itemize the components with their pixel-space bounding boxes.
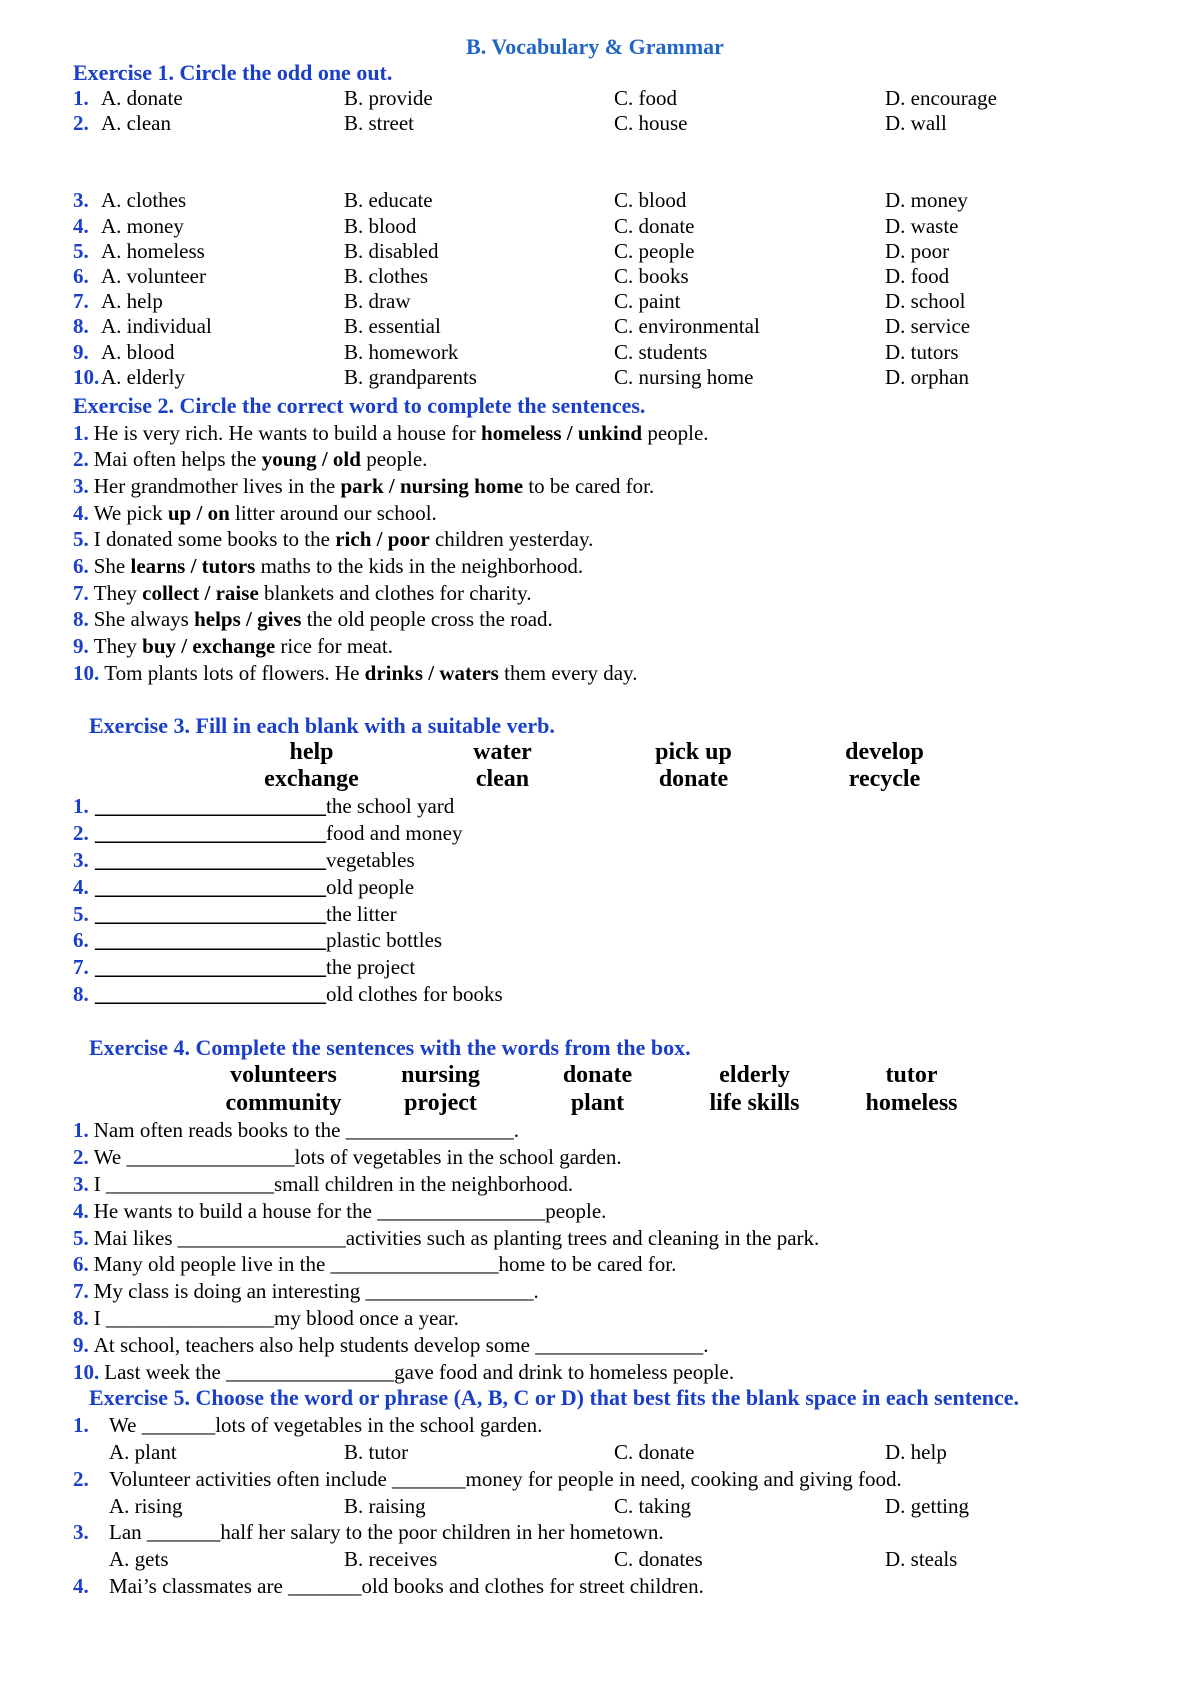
word-box-item: pick up bbox=[655, 739, 732, 766]
exercise4-sentence bbox=[73, 1225, 1173, 1252]
sentence: My class is doing an interesting ________________. bbox=[93, 1279, 539, 1304]
option-a-cell bbox=[73, 188, 344, 213]
exercise1-question bbox=[73, 314, 1173, 339]
word-box-item: exchange bbox=[264, 766, 359, 793]
exercise5-heading: Exercise 5. Choose the word or phrase (A, B, C or D) that best fits the blank space in each sentence. bbox=[89, 1385, 1020, 1411]
word-box-item: community bbox=[225, 1090, 342, 1117]
question-number: 7. bbox=[73, 289, 89, 314]
option-c: C. blood bbox=[614, 188, 687, 213]
sentence: We ________________lots of vegetables in the school garden. bbox=[93, 1145, 622, 1170]
answer-blank: ______________________ bbox=[95, 848, 326, 873]
word-box-item: volunteers bbox=[230, 1062, 337, 1089]
word-box-item: clean bbox=[475, 766, 530, 793]
sentence-end: to be cared for. bbox=[523, 473, 655, 498]
question-number: 1. bbox=[73, 794, 89, 819]
option-a-cell bbox=[73, 314, 344, 339]
answer-blank: ______________________ bbox=[95, 928, 326, 953]
option-d: D. poor bbox=[885, 238, 950, 263]
sentence-start: I donated some books to the bbox=[93, 527, 336, 552]
option-b: B. receives bbox=[344, 1547, 438, 1572]
word-choice: young / old bbox=[261, 447, 361, 472]
option-a: A. clothes bbox=[101, 188, 187, 213]
exercise1-question bbox=[73, 289, 1173, 314]
exercise4-sentence bbox=[73, 1332, 1173, 1359]
exercise2-sentence bbox=[73, 580, 1173, 607]
exercise5-options bbox=[73, 1439, 1173, 1466]
option-c: C. environmental bbox=[614, 314, 760, 339]
phrase: vegetables bbox=[326, 848, 415, 873]
question-number: 5. bbox=[73, 527, 89, 552]
exercise1-question bbox=[73, 365, 1173, 390]
word-box-item: donate bbox=[562, 1062, 633, 1089]
exercise3-item bbox=[73, 981, 1173, 1008]
word-choice: rich / poor bbox=[335, 527, 430, 552]
option-d: D. waste bbox=[885, 213, 959, 238]
sentence-end: children yesterday. bbox=[429, 527, 594, 552]
word-box-item: help bbox=[289, 739, 334, 766]
exercise1-question bbox=[73, 239, 1173, 264]
exercise4-sentence bbox=[73, 1251, 1173, 1278]
option-a: A. clean bbox=[101, 111, 171, 136]
option-a: A. individual bbox=[101, 314, 212, 339]
option-b: B. raising bbox=[344, 1493, 426, 1518]
exercise3-item bbox=[73, 954, 1173, 981]
question-number: 6. bbox=[73, 1252, 89, 1277]
option-a: A. gets bbox=[109, 1547, 169, 1572]
word-box-item: recycle bbox=[848, 766, 921, 793]
sentence: Last week the ________________gave food and drink to homeless people. bbox=[104, 1359, 735, 1384]
word-box-item: donate bbox=[658, 766, 729, 793]
word-box-item: project bbox=[404, 1090, 477, 1117]
sentence-end: people. bbox=[360, 447, 428, 472]
sentence: Many old people live in the ________________home to be cared for. bbox=[93, 1252, 677, 1277]
option-a: A. help bbox=[101, 289, 163, 314]
option-a: A. rising bbox=[109, 1493, 183, 1518]
sentence-start: They bbox=[93, 580, 143, 605]
question-number: 4. bbox=[73, 874, 89, 899]
sentence-start: Mai often helps the bbox=[93, 447, 262, 472]
option-c: C. donate bbox=[614, 1439, 695, 1464]
answer-blank: ______________________ bbox=[95, 821, 326, 846]
word-choice: park / nursing home bbox=[340, 473, 524, 498]
sentence: At school, teachers also help students develop some ________________. bbox=[93, 1332, 709, 1357]
option-b: B. disabled bbox=[344, 238, 439, 263]
question-number: 8. bbox=[73, 314, 89, 339]
option-d: D. orphan bbox=[885, 364, 969, 389]
question-number: 10. bbox=[73, 660, 100, 685]
exercise1-question bbox=[73, 264, 1173, 289]
option-d: D. service bbox=[885, 314, 971, 339]
phrase: old people bbox=[326, 874, 415, 899]
question-number: 7. bbox=[73, 580, 89, 605]
option-a: A. blood bbox=[101, 339, 175, 364]
exercise4-heading: Exercise 4. Complete the sentences with the words from the box. bbox=[89, 1034, 691, 1060]
option-d: D. money bbox=[885, 188, 968, 213]
question-number: 6. bbox=[73, 554, 89, 578]
exercise5-options bbox=[73, 1546, 1173, 1573]
exercise1-question bbox=[73, 86, 1173, 111]
exercise4-sentence bbox=[73, 1144, 1173, 1171]
section-title: B. Vocabulary & Grammar bbox=[466, 34, 724, 59]
exercise2-sentence bbox=[73, 526, 1173, 553]
word-choice: helps / gives bbox=[194, 607, 302, 632]
exercise2-sentence bbox=[73, 553, 1173, 580]
option-c: C. nursing home bbox=[614, 364, 754, 389]
question-number: 2. bbox=[73, 1145, 89, 1170]
option-b: B. street bbox=[344, 111, 414, 136]
sentence-start: She bbox=[93, 554, 131, 578]
sentence-end: them every day. bbox=[498, 660, 638, 685]
question-number: 7. bbox=[73, 1279, 89, 1304]
option-d: D. encourage bbox=[885, 86, 997, 110]
word-box-item: water bbox=[473, 739, 532, 766]
exercise3-heading: Exercise 3. Fill in each blank with a suitable verb. bbox=[89, 712, 555, 738]
option-d: D. school bbox=[885, 289, 966, 314]
word-box-item: life skills bbox=[709, 1090, 800, 1117]
sentence: I ________________my blood once a year. bbox=[93, 1305, 459, 1330]
option-a: A. money bbox=[101, 213, 184, 238]
option-a-cell bbox=[73, 111, 344, 136]
option-a-cell bbox=[73, 340, 344, 365]
exercise4-sentence bbox=[73, 1117, 1173, 1144]
exercise4-sentence bbox=[73, 1359, 1173, 1386]
exercise3-item bbox=[73, 820, 1173, 847]
sentence-end: the old people cross the road. bbox=[301, 607, 553, 632]
sentence: Nam often reads books to the ________________. bbox=[93, 1118, 519, 1143]
option-c: C. house bbox=[614, 111, 688, 136]
exercise2-sentence bbox=[73, 446, 1173, 473]
option-b: B. homework bbox=[344, 339, 459, 364]
option-a-cell bbox=[73, 86, 344, 111]
exercise4-sentence bbox=[73, 1198, 1173, 1225]
exercise4-sentence bbox=[73, 1171, 1173, 1198]
exercise1-question bbox=[73, 214, 1173, 239]
option-a-cell bbox=[73, 289, 344, 314]
answer-blank: ______________________ bbox=[95, 955, 326, 980]
option-a-cell bbox=[73, 365, 344, 390]
sentence: Lan _______half her salary to the poor children in her hometown. bbox=[109, 1520, 664, 1545]
option-c: C. paint bbox=[614, 289, 681, 314]
phrase: old clothes for books bbox=[326, 982, 503, 1006]
sentence-end: blankets and clothes for charity. bbox=[258, 580, 532, 605]
question-number: 3. bbox=[73, 473, 89, 498]
question-number: 2. bbox=[73, 111, 89, 136]
sentence-end: maths to the kids in the neighborhood. bbox=[255, 554, 584, 578]
option-d: D. tutors bbox=[885, 339, 959, 364]
exercise1-question bbox=[73, 340, 1173, 365]
option-a: A. donate bbox=[101, 86, 183, 110]
exercise5-question bbox=[73, 1519, 1173, 1546]
sentence: Mai’s classmates are _______old books and clothes for street children. bbox=[109, 1573, 704, 1598]
option-d: D. steals bbox=[885, 1547, 958, 1572]
phrase: the litter bbox=[326, 901, 397, 926]
word-box-item: nursing bbox=[401, 1062, 480, 1089]
word-box-item: develop bbox=[845, 739, 924, 766]
exercise2-sentence bbox=[73, 606, 1173, 633]
question-number: 3. bbox=[73, 1171, 89, 1196]
question-number: 10. bbox=[73, 1359, 100, 1384]
answer-blank: ______________________ bbox=[95, 794, 326, 819]
word-choice: buy / exchange bbox=[142, 634, 276, 659]
exercise3-item bbox=[73, 847, 1173, 874]
sentence-end: litter around our school. bbox=[229, 500, 437, 525]
exercise3-item bbox=[73, 927, 1173, 954]
option-c: C. donate bbox=[614, 213, 695, 238]
question-number: 1. bbox=[73, 1413, 89, 1438]
option-b: B. draw bbox=[344, 289, 411, 314]
answer-blank: ______________________ bbox=[95, 982, 326, 1006]
question-number: 10. bbox=[73, 364, 100, 389]
question-number: 3. bbox=[73, 1520, 89, 1545]
exercise2-sentence bbox=[73, 633, 1173, 660]
question-number: 8. bbox=[73, 1305, 89, 1330]
question-number: 2. bbox=[73, 1466, 89, 1491]
exercise1-heading: Exercise 1. Circle the odd one out. bbox=[73, 60, 393, 85]
question-number: 5. bbox=[73, 901, 89, 926]
sentence-start: He is very rich. He wants to build a house for bbox=[93, 420, 481, 445]
question-number: 4. bbox=[73, 1198, 89, 1223]
sentence-start: Tom plants lots of flowers. He bbox=[104, 660, 365, 685]
exercise3-word-box bbox=[216, 739, 1173, 793]
exercise1-question bbox=[73, 188, 1173, 213]
option-b: B. grandparents bbox=[344, 364, 477, 389]
exercise2-sentence bbox=[73, 473, 1173, 500]
phrase: the project bbox=[326, 955, 416, 980]
word-box-item: plant bbox=[570, 1090, 625, 1117]
sentence: I ________________small children in the neighborhood. bbox=[93, 1171, 574, 1196]
word-choice: drinks / waters bbox=[364, 660, 499, 685]
exercise4-sentence bbox=[73, 1305, 1173, 1332]
word-choice: collect / raise bbox=[142, 580, 259, 605]
option-b: B. tutor bbox=[344, 1439, 409, 1464]
question-number: 7. bbox=[73, 955, 89, 980]
option-c: C. people bbox=[614, 238, 695, 263]
exercise5-question bbox=[73, 1466, 1173, 1493]
exercise4-word-box bbox=[205, 1061, 1173, 1117]
phrase: plastic bottles bbox=[326, 928, 443, 953]
option-b: B. blood bbox=[344, 213, 417, 238]
option-d: D. wall bbox=[885, 111, 947, 136]
option-c: C. donates bbox=[614, 1547, 703, 1572]
option-c: C. books bbox=[614, 263, 689, 288]
question-number: 5. bbox=[73, 1225, 89, 1250]
question-number: 1. bbox=[73, 86, 89, 110]
blank-gap bbox=[73, 136, 1173, 188]
word-box-item: elderly bbox=[719, 1062, 790, 1089]
worksheet-content bbox=[73, 34, 1173, 1600]
option-a-cell bbox=[73, 239, 344, 264]
option-a: A. elderly bbox=[101, 364, 185, 389]
exercise5-question bbox=[73, 1573, 1173, 1600]
word-box-item: tutor bbox=[885, 1062, 938, 1089]
question-number: 6. bbox=[73, 263, 89, 288]
question-number: 2. bbox=[73, 447, 89, 472]
sentence: Mai likes ________________activities such as planting trees and cleaning in the park. bbox=[93, 1225, 820, 1250]
exercise1-question bbox=[73, 111, 1173, 136]
sentence: He wants to build a house for the ________________people. bbox=[93, 1198, 607, 1223]
question-number: 9. bbox=[73, 339, 89, 364]
exercise5-question bbox=[73, 1412, 1173, 1439]
option-c: C. food bbox=[614, 86, 677, 110]
exercise2-sentence bbox=[73, 500, 1173, 527]
phrase: the school yard bbox=[326, 794, 455, 819]
option-b: B. clothes bbox=[344, 263, 428, 288]
exercise4-sentence bbox=[73, 1278, 1173, 1305]
sentence-start: They bbox=[93, 634, 143, 659]
question-number: 9. bbox=[73, 1332, 89, 1357]
word-box-item: homeless bbox=[865, 1090, 958, 1117]
question-number: 9. bbox=[73, 634, 89, 659]
option-d: D. help bbox=[885, 1439, 947, 1464]
question-number: 8. bbox=[73, 982, 89, 1006]
exercise3-item bbox=[73, 793, 1173, 820]
exercise5-options bbox=[73, 1493, 1173, 1520]
question-number: 4. bbox=[73, 500, 89, 525]
option-a: A. plant bbox=[109, 1439, 177, 1464]
word-choice: homeless / unkind bbox=[481, 420, 643, 445]
option-d: D. getting bbox=[885, 1493, 969, 1518]
answer-blank: ______________________ bbox=[95, 874, 326, 899]
sentence-start: We pick bbox=[93, 500, 168, 525]
exercise2-heading: Exercise 2. Circle the correct word to complete the sentences. bbox=[73, 392, 646, 418]
sentence: We _______lots of vegetables in the school garden. bbox=[109, 1413, 543, 1438]
phrase: food and money bbox=[326, 821, 463, 846]
exercise3-item bbox=[73, 874, 1173, 901]
question-number: 2. bbox=[73, 821, 89, 846]
option-b: B. essential bbox=[344, 314, 441, 339]
question-number: 4. bbox=[73, 1573, 89, 1598]
option-b: B. educate bbox=[344, 188, 433, 213]
option-c: C. students bbox=[614, 339, 708, 364]
sentence: Volunteer activities often include _______money for people in need, cooking and giving food. bbox=[109, 1466, 902, 1491]
question-number: 3. bbox=[73, 188, 89, 213]
sentence-end: rice for meat. bbox=[275, 634, 393, 659]
word-choice: up / on bbox=[167, 500, 230, 525]
option-a-cell bbox=[73, 264, 344, 289]
question-number: 6. bbox=[73, 928, 89, 953]
question-number: 5. bbox=[73, 238, 89, 263]
question-number: 1. bbox=[73, 1118, 89, 1143]
question-number: 3. bbox=[73, 848, 89, 873]
option-a: A. homeless bbox=[101, 238, 205, 263]
answer-blank: ______________________ bbox=[95, 901, 326, 926]
question-number: 8. bbox=[73, 607, 89, 632]
sentence-start: She always bbox=[93, 607, 195, 632]
sentence-end: people. bbox=[642, 420, 709, 445]
question-number: 1. bbox=[73, 420, 89, 445]
word-choice: learns / tutors bbox=[130, 554, 256, 578]
question-number: 4. bbox=[73, 213, 89, 238]
option-d: D. food bbox=[885, 263, 950, 288]
option-a: A. volunteer bbox=[101, 263, 206, 288]
option-b: B. provide bbox=[344, 86, 433, 110]
option-c: C. taking bbox=[614, 1493, 691, 1518]
option-a-cell bbox=[73, 214, 344, 239]
exercise2-sentence bbox=[73, 420, 1173, 447]
exercise3-item bbox=[73, 901, 1173, 928]
exercise2-sentence bbox=[73, 660, 1173, 687]
sentence-start: Her grandmother lives in the bbox=[93, 473, 341, 498]
